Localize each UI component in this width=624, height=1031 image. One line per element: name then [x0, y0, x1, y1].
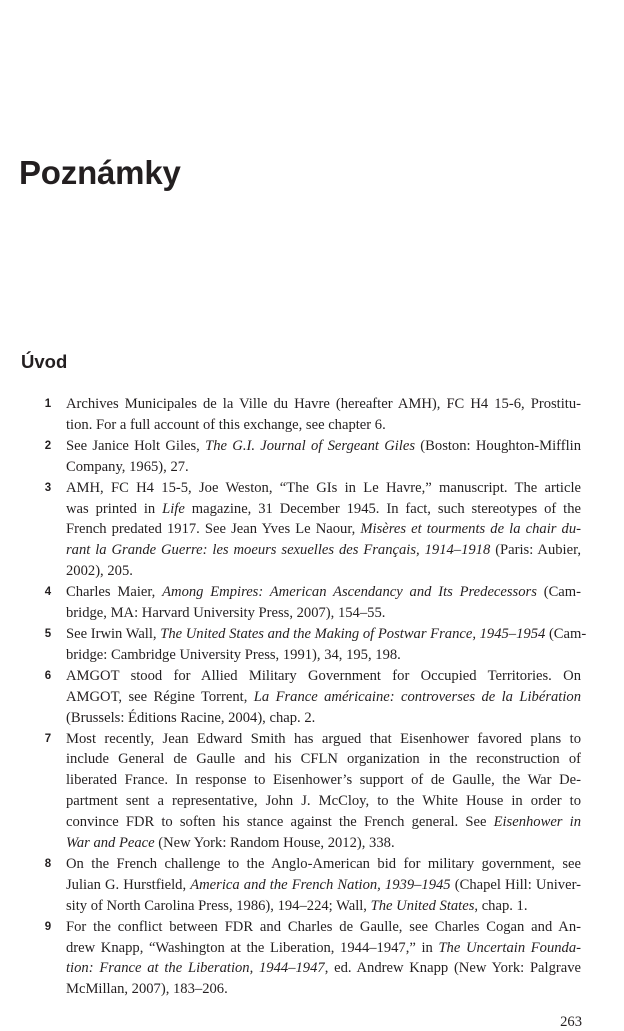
footnote-text: Archives Municipales de la Ville du Havre (hereafter AMH), FC H4 15-6, Prostitu-: [66, 396, 581, 412]
footnote-line: [66, 938, 581, 959]
footnote-text: Company, 1965), 27.: [66, 458, 189, 475]
footnote-text: drew Knapp, “Washington at the Liberation, 1944–1947,” in: [66, 939, 439, 956]
italic-title-text: The United States and the Making of Postwar France, 1945–1954: [160, 625, 546, 642]
footnote: [0, 582, 624, 624]
section-title: Úvod: [21, 351, 68, 372]
italic-title-text: Misères et tourments de la chair du-: [360, 521, 581, 538]
footnote-line: [66, 394, 581, 415]
footnote-text: (Cam-: [536, 584, 581, 601]
footnote-text: AMH, FC H4 15-5, Joe Weston, “The GIs in Le Havre,” manuscript. The article: [66, 479, 581, 496]
footnote-line: [66, 519, 581, 540]
footnote-number: 3: [44, 481, 52, 494]
footnote-line: [66, 436, 581, 457]
footnote: [0, 478, 624, 583]
footnote-line: [66, 561, 581, 582]
footnote-text: magazine, 31 December 1945. In fact, such stereotypes of the: [184, 500, 581, 517]
footnote-line: [66, 896, 581, 917]
footnote-line: [66, 582, 581, 603]
footnote-line: [66, 729, 581, 750]
italic-title-text: Eisenhower in: [493, 814, 581, 831]
footnote-line: [66, 749, 581, 770]
footnote-text: 2002), 205.: [66, 563, 133, 580]
footnote-text: , chap. 1.: [474, 897, 528, 914]
page-title: Poznámky: [19, 154, 181, 191]
footnote-text: (Cam-: [545, 625, 587, 642]
footnote-text: For the conflict between FDR and Charles de Gaulle, see Charles Cogan and An-: [66, 918, 581, 935]
footnote-number: 1: [44, 398, 52, 410]
footnote: [0, 854, 624, 917]
footnote-text: (Brussels: Éditions Racine, 2004), chap. 2.: [66, 709, 316, 726]
italic-title-text: Life: [162, 500, 185, 517]
footnote-text: (Boston: Houghton-Mifflin: [415, 437, 581, 454]
footnote-text: partment sent a representative, John J. McCloy, to the White House in order to: [66, 793, 581, 810]
footnote: [0, 436, 624, 478]
footnote-line: [66, 666, 581, 687]
footnote-text: AMGOT stood for Allied Military Government for Occupied Territories. On: [66, 667, 581, 684]
footnote-text: tion. For a full account of this exchange, see chapter 6.: [66, 416, 386, 433]
footnote: [0, 729, 624, 854]
footnote-line: [66, 457, 581, 478]
footnote-number: 8: [44, 857, 52, 870]
footnote-text: (Chapel Hill: Univer-: [450, 876, 581, 893]
footnote: [0, 624, 624, 666]
footnote-line: [66, 875, 581, 896]
italic-title-text: America and the French Nation, 1939–1945: [190, 876, 451, 893]
footnote-text: McMillan, 2007), 183–206.: [66, 981, 228, 998]
footnote-text: Most recently, Jean Edward Smith has argued that Eisenhower favored plans to: [66, 730, 581, 747]
footnote-text: See Janice Holt Giles,: [66, 437, 206, 454]
footnote-line: [66, 979, 581, 1000]
footnote-line: [66, 645, 581, 666]
footnote-line: [66, 917, 581, 938]
italic-title-text: The Uncertain Founda-: [438, 939, 581, 956]
footnote-text: was printed in: [66, 500, 163, 517]
footnote-text: sity of North Carolina Press, 1986), 194–224; Wall,: [66, 897, 371, 914]
italic-title-text: The United States: [370, 897, 475, 914]
footnote-text: bridge: Cambridge University Press, 1991), 34, 195, 198.: [66, 646, 401, 663]
footnote-number: 6: [44, 669, 52, 682]
footnote-line: [66, 624, 587, 645]
footnote-line: [66, 833, 581, 854]
footnote-text: French predated 1917. See Jean Yves Le Naour,: [66, 521, 361, 538]
footnote-text: AMGOT, see Régine Torrent,: [66, 688, 254, 705]
footnote-number: 5: [44, 627, 52, 640]
footnote-line: [66, 791, 581, 812]
italic-title-text: The G.I. Journal of Sergeant Giles: [205, 437, 416, 454]
footnote-text: (Paris: Aubier,: [490, 542, 581, 559]
italic-title-text: War and Peace: [66, 835, 155, 852]
footnote-line: [66, 708, 581, 729]
italic-title-text: La France américaine: controverses de la Libération: [253, 688, 581, 705]
footnote-number: 9: [44, 920, 52, 933]
footnote-line: [66, 812, 581, 833]
footnote-text: See Irwin Wall,: [66, 625, 161, 642]
footnote-line: [66, 770, 581, 791]
footnote-line: [66, 854, 581, 875]
footnote-text: , ed. Andrew Knapp (New York: Palgrave: [324, 960, 582, 977]
footnote-text: convince FDR to soften his stance against the French general. See: [66, 814, 494, 831]
footnote-line: [66, 415, 581, 436]
footnote-number: 2: [44, 439, 52, 452]
footnote: [0, 666, 624, 729]
footnote-line: [66, 540, 581, 561]
footnote-line: [66, 603, 581, 624]
italic-title-text: Among Empires: American Ascendancy and Its Predecessors: [162, 584, 537, 601]
page-number: 263: [560, 1014, 582, 1030]
italic-title-text: rant la Grande Guerre: les moeurs sexuelles des Français, 1914–1918: [66, 542, 491, 559]
footnote-text: Julian G. Hurstfield,: [66, 876, 191, 893]
footnote: [0, 917, 624, 1001]
footnote-number: 4: [44, 586, 52, 599]
footnote-line: [66, 499, 581, 520]
footnote-line: [66, 958, 581, 979]
footnote-line: [66, 478, 581, 499]
footnote-number: 7: [44, 732, 52, 745]
footnote-text: Charles Maier,: [66, 584, 163, 601]
footnote: [0, 394, 624, 436]
footnote-text: (New York: Random House, 2012), 338.: [154, 835, 395, 852]
footnote-text: On the French challenge to the Anglo-American bid for military government, see: [66, 855, 581, 872]
footnote-text: bridge, MA: Harvard University Press, 2007), 154–55.: [66, 605, 386, 622]
footnote-text: include General de Gaulle and his CFLN organization in the reconstruction of: [66, 751, 581, 768]
footnote-line: [66, 687, 581, 708]
footnote-text: liberated France. In response to Eisenhower’s support of de Gaulle, the War De-: [66, 772, 581, 789]
notes-list: [0, 394, 624, 1000]
italic-title-text: tion: France at the Liberation, 1944–1947: [66, 960, 325, 977]
